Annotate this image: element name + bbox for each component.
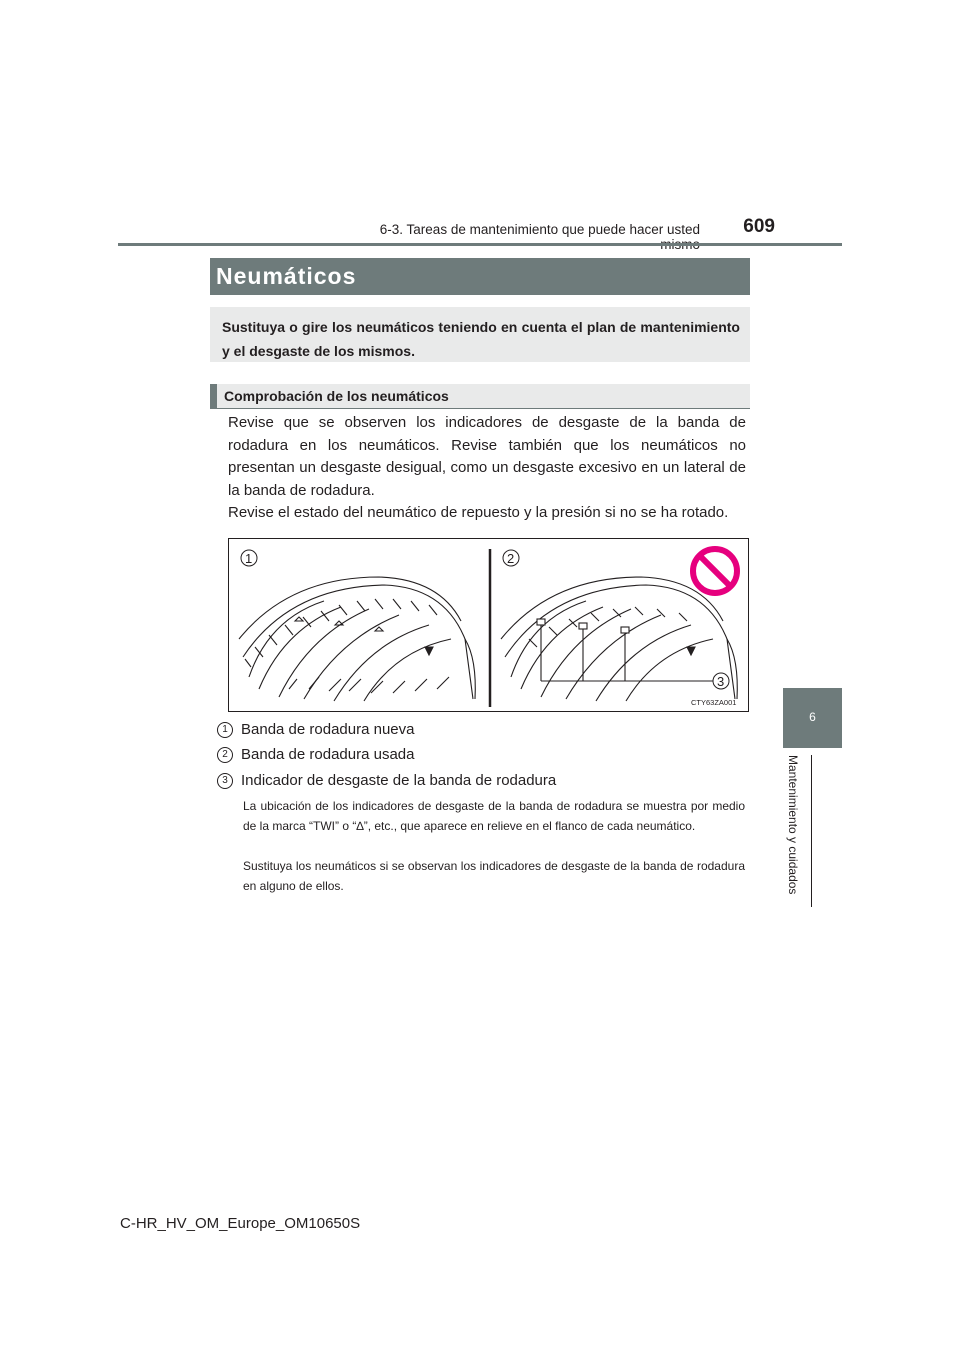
callout-2: 2 [507, 551, 515, 566]
lead-text: Sustituya o gire los neumáticos teniendo en cuenta el plan de mantenimiento y el desgaste de los mismos. [222, 319, 740, 359]
legend-text: Indicador de desgaste de la banda de rodadura [241, 772, 557, 789]
callout-3: 3 [717, 674, 725, 689]
paragraph-2: Revise el estado del neumático de repuesto y la presión si no se ha rotado. [228, 504, 729, 521]
legend-number: 2 [217, 747, 233, 763]
no-entry-icon [693, 549, 737, 593]
subheading-marker [210, 384, 217, 408]
header-rule [118, 243, 842, 246]
new-tread-tire [239, 550, 475, 701]
subheading-rule [210, 408, 750, 409]
legend-text: Banda de rodadura usada [241, 746, 415, 763]
subheading: Comprobación de los neumáticos [224, 388, 449, 404]
callout-1: 1 [245, 551, 253, 566]
legend-number: 3 [217, 773, 233, 789]
legend-number: 1 [217, 722, 233, 738]
page-number: 609 [743, 216, 775, 237]
paragraph-1: Revise que se observen los indicadores de desgaste de la banda de rodadura en los neumáticos. Revise también que los neumáticos no presentan un desgaste desigual, como un desgaste excesivo en un lateral de la banda de rodadura. [228, 414, 746, 499]
chapter-label-text: Mantenimiento y cuidados [786, 755, 800, 895]
note-2: Sustituya los neumáticos si se observan los indicadores de desgaste de la banda de rodadura en alguno de ellos. [243, 859, 745, 893]
figure-code: CTY63ZA001 [691, 698, 737, 707]
document-code: C-HR_HV_OM_Europe_OM10650S [120, 1215, 361, 1232]
chapter-rule [811, 755, 812, 907]
page-title: Neumáticos [216, 263, 357, 289]
note-1: La ubicación de los indicadores de desgaste de la banda de rodadura se muestra por medio de la marca “TWI” o “∆”, etc., que aparece en relieve en el flanco de cada neumático. [243, 799, 745, 833]
running-header: 6-3. Tareas de mantenimiento que puede hacer usted [379, 222, 700, 237]
tire-illustration [229, 539, 748, 711]
chapter-label [782, 755, 804, 915]
chapter-number: 6 [809, 710, 816, 724]
legend-text: Banda de rodadura nueva [241, 721, 415, 738]
tire-figure [228, 538, 749, 712]
worn-tread-tire [501, 550, 737, 701]
